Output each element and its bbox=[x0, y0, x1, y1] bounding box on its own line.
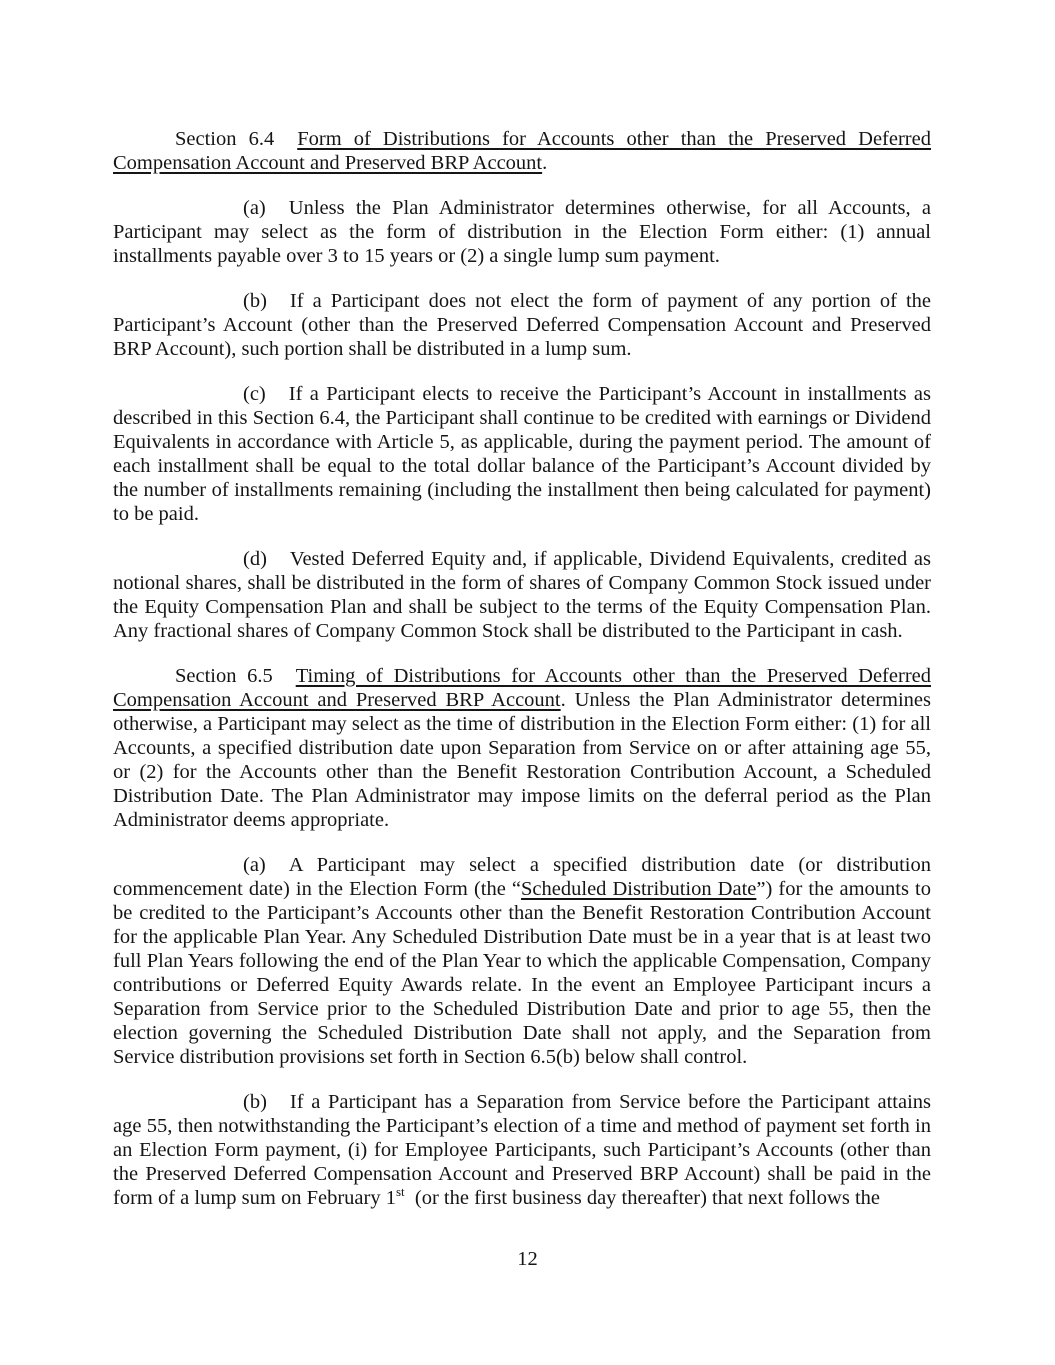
section-title-underlined: Form of Distributions for Accounts other than the Preserved Deferred Compensation Account and Preserved BRP Account bbox=[113, 128, 931, 174]
section-6-4-heading bbox=[113, 127, 931, 175]
para-6-4-d bbox=[113, 547, 931, 643]
section-label: Section 6.5 bbox=[175, 665, 273, 687]
page-number: 12 bbox=[517, 1248, 538, 1270]
para-text: Vested Deferred Equity and, if applicable, Dividend Equivalents, credited as notional shares, shall be distributed in the form of shares of Company Common Stock issued under the Equity Compensation Plan and shall be subject to the terms of the Equity Compensation Plan. Any fractional shares of Company Common Stock shall be distributed to the Participant in cash. bbox=[113, 548, 931, 642]
para-marker: (d) bbox=[243, 548, 267, 570]
para-6-4-c bbox=[113, 382, 931, 526]
para-marker: (b) bbox=[243, 290, 267, 312]
heading-tail: . bbox=[542, 152, 548, 174]
defined-term-underlined: Scheduled Distribution Date bbox=[521, 878, 757, 900]
para-6-4-b bbox=[113, 289, 931, 361]
para-text: If a Participant elects to receive the Participant’s Account in installments as described in this Section 6.4, the Participant shall continue to be credited with earnings or Dividend Equivalents in accordance with Article 5, as applicable, during the payment period. The amount of each installment shall be equal to the total dollar balance of the Participant’s Account divided by the number of installments remaining (including the installment then being calculated for payment) to be paid. bbox=[113, 383, 931, 525]
para-text: Unless the Plan Administrator determines otherwise, for all Accounts, a Participant may select as the form of distribution in the Election Form either: (1) annual installments payable over 3 to 15 years or (2) a single lump sum payment. bbox=[113, 197, 931, 267]
ordinal-superscript: st bbox=[395, 1184, 405, 1200]
section-title-underlined: Timing of Distributions for Accounts other than the Preserved Deferred Compensation Account and Preserved BRP Account bbox=[113, 665, 931, 711]
para-6-5-b bbox=[113, 1090, 931, 1210]
document-body bbox=[113, 127, 931, 1231]
para-text: If a Participant does not elect the form of payment of any portion of the Participant’s Account (other than the Preserved Deferred Compensation Account and Preserved BRP Account), such portion shall be distributed in a lump sum. bbox=[113, 290, 931, 360]
para-marker: (a) bbox=[243, 197, 266, 219]
para-6-4-a bbox=[113, 196, 931, 268]
para-marker: (c) bbox=[243, 383, 266, 405]
para-marker: (b) bbox=[243, 1091, 267, 1113]
para-text-after: (or the first business day thereafter) that next follows the bbox=[404, 1187, 880, 1209]
para-marker: (a) bbox=[243, 854, 266, 876]
para-6-5-a bbox=[113, 853, 931, 1069]
heading-tail: . Unless the Plan Administrator determines otherwise, a Participant may select as the time of distribution in the Election Form either: (1) for all Accounts, a specified distribution date upon Separation from Service on or after attaining age 55, or (2) for the Accounts other than the Benefit Restoration Contribution Account, a Scheduled Distribution Date. The Plan Administrator may impose limits on the deferral period as the Plan Administrator deems appropriate. bbox=[113, 689, 931, 831]
section-label: Section 6.4 bbox=[175, 128, 275, 150]
para-text-before: A Participant may select a specified distribution date (or distribution commencement date) in the Election Form (the “ bbox=[113, 854, 931, 900]
para-text-after: ”) for the amounts to be credited to the Participant’s Accounts other than the Benefit Restoration Contribution Account for the applicable Plan Year. Any Scheduled Distribution Date must be in a year that is at least two full Plan Years following the end of the Plan Year to which the applicable Compensation, Company contributions or Deferred Equity Awards relate. In the event an Employee Participant incurs a Separation from Service prior to the Scheduled Distribution Date and prior to age 55, then the election governing the Scheduled Distribution Date shall not apply, and the Separation from Service distribution provisions set forth in Section 6.5(b) below shall control. bbox=[113, 878, 931, 1068]
page-footer bbox=[0, 1247, 1055, 1271]
section-6-5-heading bbox=[113, 664, 931, 832]
para-text-before: If a Participant has a Separation from Service before the Participant attains age 55, then notwithstanding the Participant’s election of a time and method of payment set forth in an Election Form payment, (i) for Employee Participants, such Participant’s Accounts (other than the Preserved Deferred Compensation Account and Preserved BRP Account) shall be paid in the form of a lump sum on February 1 bbox=[113, 1091, 931, 1209]
